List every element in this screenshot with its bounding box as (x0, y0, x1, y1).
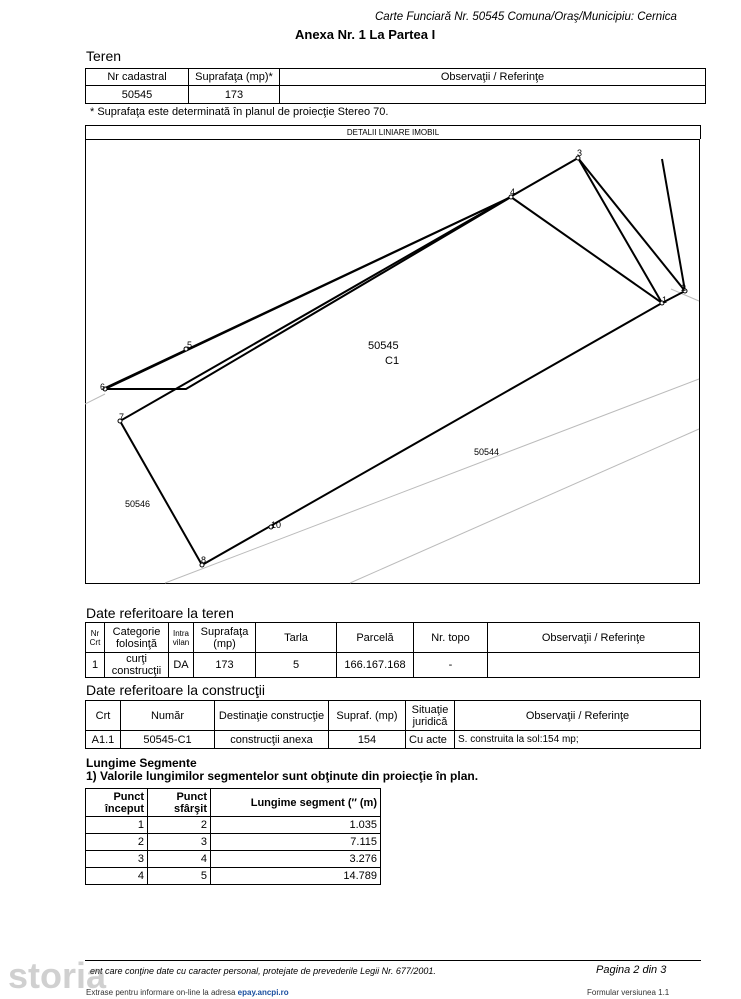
neighbor-right-label: 50544 (474, 447, 500, 457)
date-teren-cell-categorie: curţi construcţii (105, 653, 169, 678)
anexa-title: Anexa Nr. 1 La Partea I (295, 27, 436, 42)
constructii-col-situatie: Situaţie juridică (406, 701, 455, 731)
date-teren-col-categorie: Categorie folosinţă (105, 623, 169, 653)
constructii-col-supraf: Supraf. (mp) (329, 701, 406, 731)
table-row (86, 868, 381, 885)
date-constructii-table (85, 700, 701, 749)
date-teren-table (85, 622, 700, 678)
date-teren-cell-observatii (488, 653, 700, 678)
point-label-1: 1 (662, 295, 668, 305)
footer-formular: Formular versiunea 1.1 (587, 988, 670, 997)
constructii-cell-supraf: 154 (329, 731, 406, 749)
constructii-col-crt: Crt (86, 701, 121, 731)
teren-col-nr: Nr cadastral (86, 69, 189, 86)
date-teren-cell-nrtopo: - (414, 653, 488, 678)
carte-funciara-header: Carte Funciară Nr. 50545 Comuna/Oraş/Municipiu: Cernica (375, 11, 677, 23)
plan-title: DETALII LINIARE IMOBIL (85, 125, 701, 139)
date-teren-cell-nr: 1 (86, 653, 105, 678)
footer-rule (85, 960, 701, 961)
lungime-col-lungime: Lungime segment (′′ (m) (211, 789, 381, 817)
footer-site-link[interactable]: epay.ancpi.ro (237, 988, 289, 997)
teren-col-observatii: Observaţii / Referinţe (280, 69, 706, 86)
date-teren-col-suprafata: Suprafaţa (mp) (194, 623, 256, 653)
date-teren-col-observatii: Observaţii / Referinţe (488, 623, 700, 653)
parcel-id-label: 50545 (368, 340, 399, 352)
date-teren-cell-tarla: 5 (256, 653, 337, 678)
lungime-cell: 2 (148, 817, 211, 834)
point-label-7: 7 (119, 412, 125, 422)
teren-cell-observatii (280, 86, 706, 104)
constructii-cell-crt: A1.1 (86, 731, 121, 749)
constructii-cell-numar: 50545-C1 (121, 731, 215, 749)
teren-col-suprafata: Suprafaţa (mp)* (189, 69, 280, 86)
point-label-6: 6 (100, 382, 106, 392)
point-label-3: 3 (577, 148, 583, 158)
date-teren-col-intravilan: Intra vilan (169, 623, 194, 653)
lungime-title: Lungime Segmente (86, 756, 197, 770)
date-constructii-title: Date referitoare la construcţii (86, 682, 265, 698)
point-label-2: 2 (681, 283, 687, 293)
lungime-cell: 3.276 (211, 851, 381, 868)
date-teren-col-nrtopo: Nr. topo (414, 623, 488, 653)
lungime-cell: 5 (148, 868, 211, 885)
constructii-cell-situatie: Cu acte (406, 731, 455, 749)
teren-footnote: * Suprafaţa este determinată în planul de proiecţie Stereo 70. (90, 106, 389, 118)
plan-drawing (85, 139, 700, 584)
teren-cell-suprafata: 173 (189, 86, 280, 104)
lungime-col-sfarsit: Punct sfârşit (148, 789, 211, 817)
lungime-cell: 1 (86, 817, 148, 834)
neighbor-left-label: 50546 (125, 499, 151, 509)
date-teren-col-tarla: Tarla (256, 623, 337, 653)
lungime-cell: 4 (148, 851, 211, 868)
footer-doc-note: ent care conţine date cu caracter personal, protejate de prevederile Legii Nr. 677/2001. (90, 966, 436, 976)
lungime-col-inceput: Punct început (86, 789, 148, 817)
date-teren-cell-intravilan: DA (169, 653, 194, 678)
building-label: C1 (385, 355, 400, 367)
lungime-cell: 4 (86, 868, 148, 885)
constructii-col-destinatie: Destinaţie construcţie (215, 701, 329, 731)
constructii-cell-destinatie: construcţii anexa (215, 731, 329, 749)
watermark-logo: storia (8, 955, 107, 996)
lungime-note: 1) Valorile lungimilor segmentelor sunt obţinute din proiecţie în plan. (86, 769, 479, 783)
constructii-col-numar: Număr (121, 701, 215, 731)
lungime-cell: 7.115 (211, 834, 381, 851)
lungime-cell: 14.789 (211, 868, 381, 885)
constructii-col-observatii: Observaţii / Referinţe (455, 701, 701, 731)
teren-table (85, 68, 706, 104)
date-teren-title: Date referitoare la teren (86, 605, 234, 621)
date-teren-cell-parcela: 166.167.168 (337, 653, 414, 678)
footer-page: Pagina 2 din 3 (596, 964, 667, 976)
teren-cell-nr: 50545 (86, 86, 189, 104)
point-label-10: 10 (271, 520, 282, 530)
table-row (86, 817, 381, 834)
lungime-cell: 2 (86, 834, 148, 851)
lungime-cell: 1.035 (211, 817, 381, 834)
footer-extras: Extrase pentru informare on-line la adresa (86, 988, 236, 997)
teren-title: Teren (86, 48, 122, 64)
table-row (86, 834, 381, 851)
date-teren-col-nr: Nr Crt (86, 623, 105, 653)
point-label-4: 4 (510, 187, 516, 197)
lungime-cell: 3 (86, 851, 148, 868)
table-row (86, 851, 381, 868)
date-teren-col-parcela: Parcelă (337, 623, 414, 653)
constructii-cell-observatii: S. construita la sol:154 mp; (455, 731, 701, 749)
point-label-8: 8 (201, 555, 207, 565)
date-teren-cell-suprafata: 173 (194, 653, 256, 678)
lungime-cell: 3 (148, 834, 211, 851)
point-label-5: 5 (187, 340, 193, 350)
lungime-table (85, 788, 381, 885)
